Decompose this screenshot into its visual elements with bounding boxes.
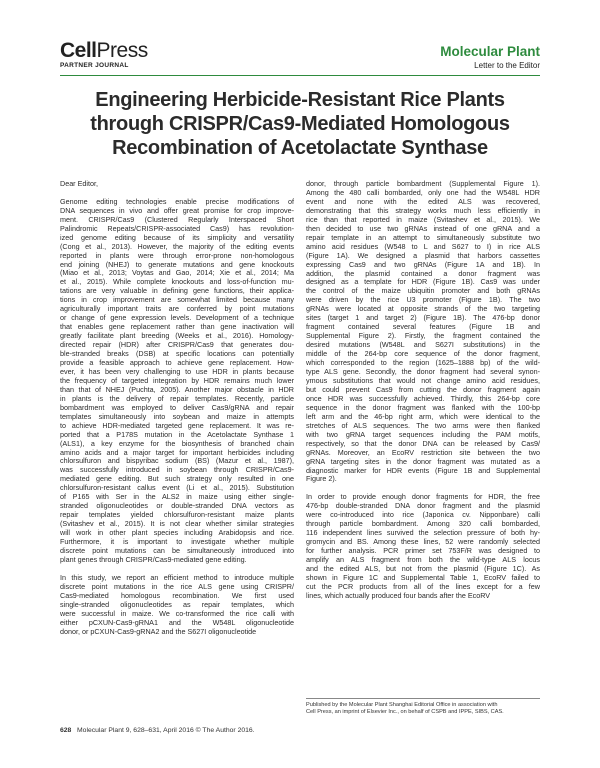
text-line: DNA sequences in vivo and offer great promise for crop improve- — [60, 206, 294, 215]
text-line: were successful in maize. We co-transformed the rice calli with — [60, 609, 294, 618]
text-line: middle of the 264-bp core sequence of the donor fragment, — [306, 350, 540, 359]
text-line: ment. CRISPR/Cas9 (Clustered Regularly Interspaced Short — [60, 215, 294, 224]
text-line: Figure 2). — [306, 475, 337, 484]
title-line-2: through CRISPR/Cas9-Mediated Homologous — [90, 113, 510, 135]
citation: Molecular Plant 9, 628–631, April 2016 © The Author 2016. — [77, 727, 255, 734]
text-line: Among the 480 calli bombarded, only one had the W548L HDR — [306, 188, 540, 197]
text-line: plant genes through CRISPR/Cas9-mediated gene editing. — [60, 555, 247, 564]
text-line: event and none with the edited ALS was recovered, — [306, 197, 540, 206]
text-line: provide a feasible approach to achieve gene replacement. How- — [60, 359, 294, 367]
text-line: repair template in an attempt to simultaneously substitute two — [306, 233, 540, 242]
text-line: ported that a P178S mutation in the Acetolactate Synthase 1 — [60, 430, 294, 439]
text-line: donor, or pCXUN-Cas9-gRNA2 and the S627I oligonucleotide — [60, 627, 257, 636]
cell-press-logo — [60, 40, 148, 61]
text-line: left arm and the 46-bp right arm, which were identical to the — [306, 412, 540, 421]
text-line: Supplemental Figure 2). Firstly, the fragment contained the — [306, 332, 540, 341]
text-line: was successfully introduced in soybean through CRISPR/Cas9- — [60, 466, 294, 475]
text-line: lines, which actually produced four bands after the EcoRV — [306, 591, 491, 600]
text-line: Palindromic Repeats/CRISPR-associated Cas9) has revolution- — [60, 224, 294, 233]
text-line: cut the PCR products from all of the lines except for a few — [306, 582, 540, 591]
text-line: amino acids and a major target for important herbicides including — [60, 448, 294, 457]
text-line: shown in Figure 1C and Supplemental Table 1, EcoRV failed to — [306, 573, 540, 582]
article-title — [60, 88, 540, 160]
footnote-line-1: Published by the Molecular Plant Shanghai Editorial Office in association with — [306, 702, 498, 708]
text-line: bombardment was employed to deliver Cas9/gRNA and repair — [60, 403, 294, 412]
text-line: the frequency of targeted integration by HDR remains much lower — [60, 376, 294, 385]
text-line: designed as a template for HDR (Figure 1B). Cas9 was under — [306, 278, 540, 287]
text-line: then decided to use two gRNAs instead of one gRNA and a — [306, 224, 540, 233]
text-line: were driven by the rice U3 promoter (Figure 1B). The two — [306, 296, 540, 305]
right-column — [306, 180, 540, 610]
left-paragraph-1 — [60, 198, 294, 565]
text-line: end joining (NHEJ) to generate mutations and gene knockouts — [60, 260, 294, 269]
salutation: Dear Editor, — [60, 179, 98, 188]
text-line: (ALS1), a key enzyme for the biosynthesis of branched chain — [60, 439, 294, 448]
text-line: mediated gene editing. But such strategy only resulted in one — [60, 475, 294, 484]
text-line: but could prevent Cas9 from cutting the donor fragment again — [306, 385, 540, 394]
text-line: ized genome editing because of its simplicity and versatility — [60, 233, 294, 242]
logo-press: Press — [96, 39, 148, 62]
text-line: 116 independent lines survived the selection pressure of both hy- — [306, 529, 540, 538]
text-line: respectively, so that the donor DNA can be released by Cas9/ — [306, 439, 540, 448]
text-line: Cas9-mediated homologous recombination. We first used — [60, 591, 294, 600]
text-line: desired mutations (W548L and S627I substitutions) in the — [306, 341, 540, 350]
footnote-rule — [306, 698, 540, 699]
text-line: in plants is the delivery of repair templates. Recently, particle — [60, 394, 294, 403]
text-line: stretches of ALS sequences. The two arms were then flanked — [306, 421, 540, 430]
text-line: than that of NHEJ (Puchta, 2005). Another major obstacle in HDR — [60, 385, 294, 394]
text-line: addition, the plasmid contained a donor fragment was — [306, 269, 540, 278]
text-line: that enables gene replacement rather than gene inactivation will — [60, 323, 294, 332]
logo-cell: Cell — [60, 39, 97, 62]
text-line: directed repair (HDR) after CRISPR/Cas9 that generates dou- — [60, 341, 294, 350]
text-line: stranded oligonucleotides or double-stranded DNA vectors as — [60, 502, 294, 511]
text-line: demonstrating that this strategy works much less efficiently in — [306, 206, 540, 215]
text-line: chlorsulfuron-resistant callus event (Li et al., 2015). Substitution — [60, 484, 294, 493]
text-line: ble-stranded breaks (DSB) at specific locations can potentially — [60, 350, 294, 359]
text-line: gRNAs were located at opposite strands of the two targeting — [306, 305, 540, 314]
text-line: amino acid residues (W548 to L and S627 to I) in rice ALS — [306, 242, 540, 251]
text-line: tions in crop improvement are somewhat limited because many — [60, 296, 294, 305]
text-line: once HDR was successfully achieved. Thirdly, this 264-bp core — [306, 394, 540, 403]
text-line: donor, through particle bombardment (Supplemental Figure 1). — [306, 180, 540, 188]
text-line: In this study, we report an efficient method to introduce multiple — [60, 573, 294, 582]
page-number: 628 — [60, 727, 72, 734]
text-line: Furthermore, it is important to investigate whether multiple — [60, 538, 294, 547]
text-line: repair templates yielded chlorsulfuron-resistant maize plants — [60, 511, 294, 520]
footnote-line-2: Cell Press, an imprint of Elsevier Inc., on behalf of CSPB and IPPE, SIBS, CAS. — [306, 709, 504, 715]
text-line: diagnostic marker for HDR events (Figure 1B and Supplemental — [306, 466, 540, 475]
text-line: single-stranded oligonucleotides as repair templates, which — [60, 600, 294, 609]
text-line: type ALS gene. Secondly, the donor fragment had several synon- — [306, 368, 540, 377]
text-line: (Cong et al., 2013). However, the majority of the editing events — [60, 242, 294, 251]
text-line: which corresponded to the region (1625–1888 bp) of the wild- — [306, 359, 540, 368]
text-line: templates simultaneously into soybean and maize in attempts — [60, 412, 294, 421]
text-line: et al., 2015). While complete knockouts and loss-of-function mu- — [60, 278, 294, 287]
text-line: and the edited ALS, but not from the plasmid (Figure 1C). As — [306, 564, 540, 573]
title-line-3: Recombination of Acetolactate Synthase — [112, 137, 488, 159]
left-column — [60, 180, 294, 645]
text-line: amplify an ALS fragment from both the wild-type ALS locus — [306, 555, 540, 564]
logo-subtitle: PARTNER JOURNAL — [60, 62, 129, 69]
text-line: the control of the maize ubiquitin promoter and both gRNAs — [306, 287, 540, 296]
text-line: expressing Cas9 and two gRNAs (Figure 1A and 1B). In — [306, 260, 540, 269]
text-line: ymous substitutions that would not change amino acid residues, — [306, 376, 540, 385]
text-line: Genome editing technologies enable precise modifications of — [60, 197, 294, 206]
text-line: agriculturally important traits are conferred by point mutations — [60, 305, 294, 314]
text-line: rice than that reported in maize (Svitashev et al., 2015). We — [306, 215, 540, 224]
page-footer — [60, 727, 255, 734]
text-line: were co-introduced into rice (Japonica cv. Nipponbare) calli — [306, 511, 540, 520]
header-rule — [60, 75, 540, 76]
text-line: (Miao et al., 2013; Voytas and Gao, 2014; Xie et al., 2014; Ma — [60, 269, 294, 278]
right-paragraph-2 — [306, 493, 540, 600]
text-line: or change of gene expression levels. Development of a technique — [60, 314, 294, 323]
text-line: ever, it has been very challenging to use HDR in plants because — [60, 367, 294, 376]
text-line: sequence in the donor fragment was flanked with the 100-bp — [306, 403, 540, 412]
text-line: through particle bombardment. Among 320 calli bombarded, — [306, 520, 540, 529]
text-line: gRNA targeting sites in the donor fragment was mutated as a — [306, 457, 540, 466]
text-line: gRNAs. Moreover, an EcoRV restriction site between the two — [306, 448, 540, 457]
text-line: In order to provide enough donor fragments for HDR, the free — [306, 493, 540, 502]
text-line: with two gRNA target sequences including the PAM motifs, — [306, 430, 540, 439]
text-line: of P165 with Ser in the ALS2 in maize using either single- — [60, 493, 294, 502]
text-line: will work in other plant species including Arabidopsis and rice. — [60, 529, 294, 538]
text-line: 476-bp double-stranded DNA donor fragment and the plasmid — [306, 502, 540, 511]
journal-name: Molecular Plant — [440, 44, 540, 59]
text-line: to achieve HDR-mediated targeted gene replacement. It was re- — [60, 421, 294, 430]
text-line: reported in plants were through error-prone non-homologous — [60, 251, 294, 260]
title-line-1: Engineering Herbicide-Resistant Rice Plants — [95, 89, 505, 111]
text-line: (Svitashev et al., 2015). It is not clear whether similar strategies — [60, 520, 294, 529]
text-line: fragment contained several features (Figure 1B and — [306, 323, 540, 332]
text-line: tations are very valuable in defining gene functions, their applica- — [60, 287, 294, 296]
right-paragraph-1 — [306, 180, 540, 484]
text-line: gromycin and BS. Among these lines, 52 were randomly selected — [306, 538, 540, 547]
publisher-footnote — [306, 702, 540, 716]
text-line: discrete point mutations in the rice ALS gene using CRISPR/ — [60, 582, 294, 591]
text-line: greatly facilitate plant breeding (Weeks et al., 2016). Homology- — [60, 332, 294, 341]
text-line: for further analysis. PCR primer set 753F/R was designed to — [306, 547, 540, 556]
section-label: Letter to the Editor — [474, 61, 540, 70]
text-line: either pCXUN-Cas9-gRNA1 and the W548L oligonucleotide — [60, 618, 294, 627]
left-paragraph-2 — [60, 574, 294, 637]
text-line: sites (target 1 and target 2) (Figure 1B). The 476-bp donor — [306, 314, 540, 323]
text-line: (Figure 1A). We designed a plasmid that harbors cassettes — [306, 251, 540, 260]
text-line: chlorsulfuron and bispyribac sodium (BS) (Mazur et al., 1987), — [60, 457, 294, 466]
text-line: discrete point mutations can be simultaneously introduced into — [60, 547, 294, 556]
